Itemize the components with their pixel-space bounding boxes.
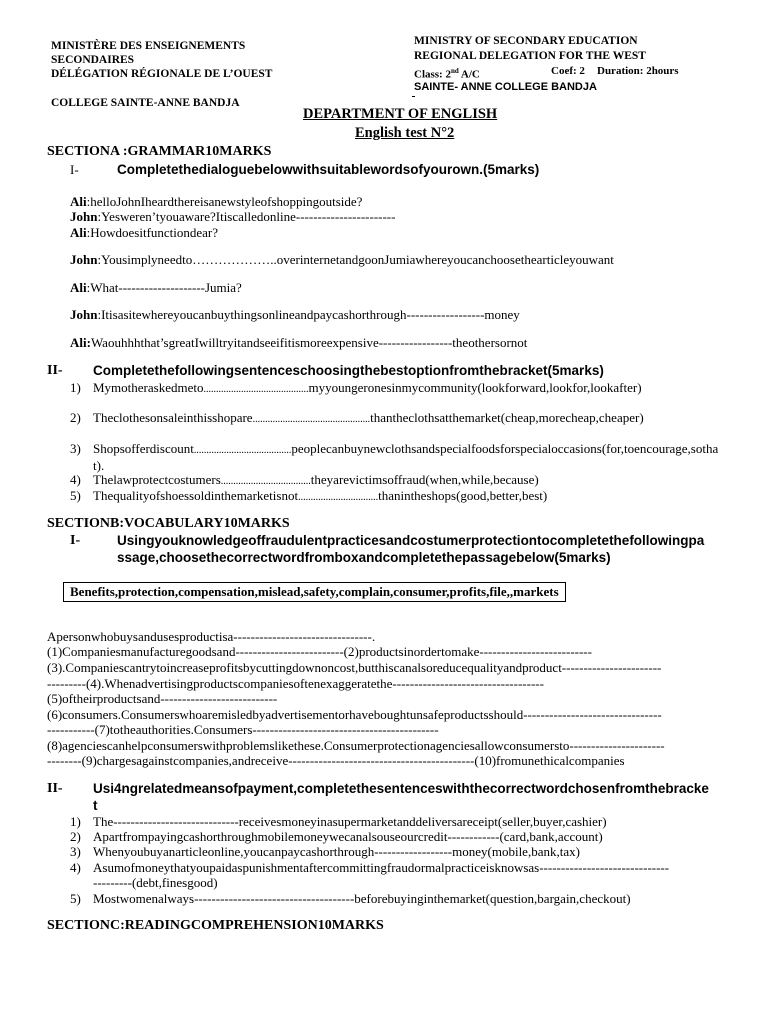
- header-small-dash: [412, 96, 415, 97]
- dialogue-line: John:Yesweren’tyouaware?Itiscalledonline-----------------------: [70, 209, 396, 224]
- section-b-part2-instruction-cont: t: [93, 798, 98, 813]
- header-left-line2: SECONDAIRES: [51, 54, 135, 66]
- section-c-title: SECTIONC:READINGCOMPREHENSION10MARKS: [47, 918, 384, 933]
- passage-line: (5)oftheirproductsand---------------------------: [47, 691, 278, 706]
- section-a-part1-num: I-: [70, 162, 79, 177]
- passage-line: Apersonwhobuysandusesproductisa--------------------------------.: [47, 629, 376, 644]
- dialogue-line: John:Itisasitewhereyoucanbuythingsonlineandpaycashorthrough------------------money: [70, 307, 520, 322]
- header-left-line3: DÉLÉGATION RÉGIONALE DE L’OUEST: [51, 68, 273, 80]
- list-item: Thelawprotectcostumers....................................theyarevictimsoffraud(when,while,because): [93, 472, 539, 487]
- passage-line: -----------(7)totheauthorities.Consumers-------------------------------------------: [47, 722, 439, 737]
- section-b-part2-num: II-: [47, 781, 63, 796]
- section-b-part2-instruction: Usi4ngrelatedmeansofpayment,completethesentenceswiththecorrectwordchosenfromthebracke: [93, 781, 709, 796]
- header-right-school: SAINTE- ANNE COLLEGE BANDJA: [414, 81, 597, 93]
- test-title: English test N°2: [355, 125, 455, 141]
- department-title: DEPARTMENT OF ENGLISH: [303, 106, 498, 122]
- list-item-number: 5): [70, 488, 81, 503]
- header-right-line1: MINISTRY OF SECONDARY EDUCATION: [414, 35, 638, 47]
- list-item-continued: ---------(debt,finesgood): [93, 875, 218, 890]
- list-item-number: 4): [70, 472, 81, 487]
- passage-line: ---------(4).Whenadvertisingproductscompaniesoftenexaggeratethe-----------------------------------: [47, 676, 544, 691]
- section-a-part1-instruction: Completethedialoguebelowwithsuitablewordsofyourown.(5marks): [117, 162, 540, 177]
- list-item: Theclothesonsaleinthisshopare...............................................thantheclothsatthemarket(cheap,morecheap,cheaper): [93, 410, 644, 425]
- header-right-coef: Coef: 2: [551, 65, 585, 77]
- passage-line: (1)Companiesmanufacturegoodsand-------------------------(2)productsinordertomake--------------------------: [47, 644, 592, 659]
- header-left-line1: MINISTÈRE DES ENSEIGNEMENTS: [51, 40, 246, 52]
- list-item: Mymotheraskedmeto..........................................myyoungeronesinmycommunity(lookforward,lookfor,lookafter): [93, 380, 642, 395]
- list-item-number: 1): [70, 814, 81, 829]
- list-item-number: 3): [70, 844, 81, 859]
- list-item-number: 2): [70, 410, 81, 425]
- header-right-class: Class: 2nd A/C: [414, 67, 480, 81]
- section-a-title: SECTIONA :GRAMMAR10MARKS: [47, 144, 272, 159]
- section-b-part1-num: I-: [70, 533, 81, 548]
- dialogue-line: Ali:Howdoesitfunctiondear?: [70, 225, 219, 240]
- section-b-part1-instruction-cont: ssage,choosethecorrectwordfromboxandcompletethepassagebelow(5marks): [117, 550, 611, 565]
- dialogue-line: Ali:helloJohnIheardthereisanewstyleofshoppingoutside?: [70, 194, 363, 209]
- list-item-number: 2): [70, 829, 81, 844]
- list-item: Whenyoubuyanarticleonline,youcanpaycashorthrough------------------money(mobile,bank,tax): [93, 844, 580, 859]
- list-item-number: 5): [70, 891, 81, 906]
- list-item-number: 3): [70, 441, 81, 456]
- passage-line: (6)consumers.Consumerswhoaremisledbyadvertisementorhaveboughtunsafeproductsshould--------------------------------: [47, 707, 662, 722]
- list-item: Shopsofferdiscount.......................................peoplecanbuynewclothsandspecialfoodsforspecialoccasions(for,toencourage,sothat).: [93, 441, 719, 473]
- header-left-school: COLLEGE SAINTE-ANNE BANDJA: [51, 97, 240, 109]
- section-a-part2-instruction: Completethefollowingsentenceschoosingthebestoptionfromthebracket(5marks): [93, 363, 604, 378]
- dialogue-line: John:Yousimplyneedto………………..overinternetandgoonJumiawhereyoucanchoosethearticleyouwant: [70, 252, 614, 267]
- header-right-duration: Duration: 2hours: [597, 65, 679, 77]
- word-box: Benefits,protection,compensation,mislead,safety,complain,consumer,profits,file,,markets: [63, 582, 566, 602]
- section-b-title: SECTIONB:VOCABULARY10MARKS: [47, 516, 290, 531]
- dialogue-line: Ali:What--------------------Jumia?: [70, 280, 242, 295]
- header-right-line2: REGIONAL DELEGATION FOR THE WEST: [414, 50, 646, 62]
- passage-line: (3).Companiescantrytoincreaseprofitsbycuttingdownoncost,butthiscanalsoreducequalityandproduct-----------------------: [47, 660, 662, 675]
- list-item: Mostwomenalways-------------------------------------beforebuyinginthemarket(question,bargain,checkout): [93, 891, 631, 906]
- list-item-number: 1): [70, 380, 81, 395]
- section-a-part2-num: II-: [47, 363, 63, 378]
- list-item: Thequalityofshoessoldinthemarketisnot................................thanintheshops(good,better,best): [93, 488, 548, 503]
- list-item: Apartfrompayingcashorthroughmobilemoneywecanalsouseourcredit------------(card,bank,account): [93, 829, 603, 844]
- list-item: The-----------------------------receivesmoneyinasupermarketanddeliversareceipt(seller,buyer,cashier): [93, 814, 607, 829]
- dialogue-line: Ali:Waouhhhthat’sgreatIwilltryitandseeifitismoreexpensive-----------------theothersornot: [70, 335, 528, 350]
- passage-line: --------(9)chargesagainstcompanies,andreceive-------------------------------------------(10)fromunethicalcompanies: [47, 753, 625, 768]
- passage-line: (8)agenciescanhelpconsumerswithproblemslikethese.Consumerprotectionagenciesallowconsumersto----------------------: [47, 738, 665, 753]
- list-item-number: 4): [70, 860, 81, 875]
- list-item: Asumofmoneythatyoupaidaspunishmentaftercommittingfraudormalpracticeisknowsas------------------------------: [93, 860, 670, 875]
- section-b-part1-instruction: Usingyouknowledgeoffraudulentpracticesandcostumerprotectiontocompletethefollowingpa: [117, 533, 705, 548]
